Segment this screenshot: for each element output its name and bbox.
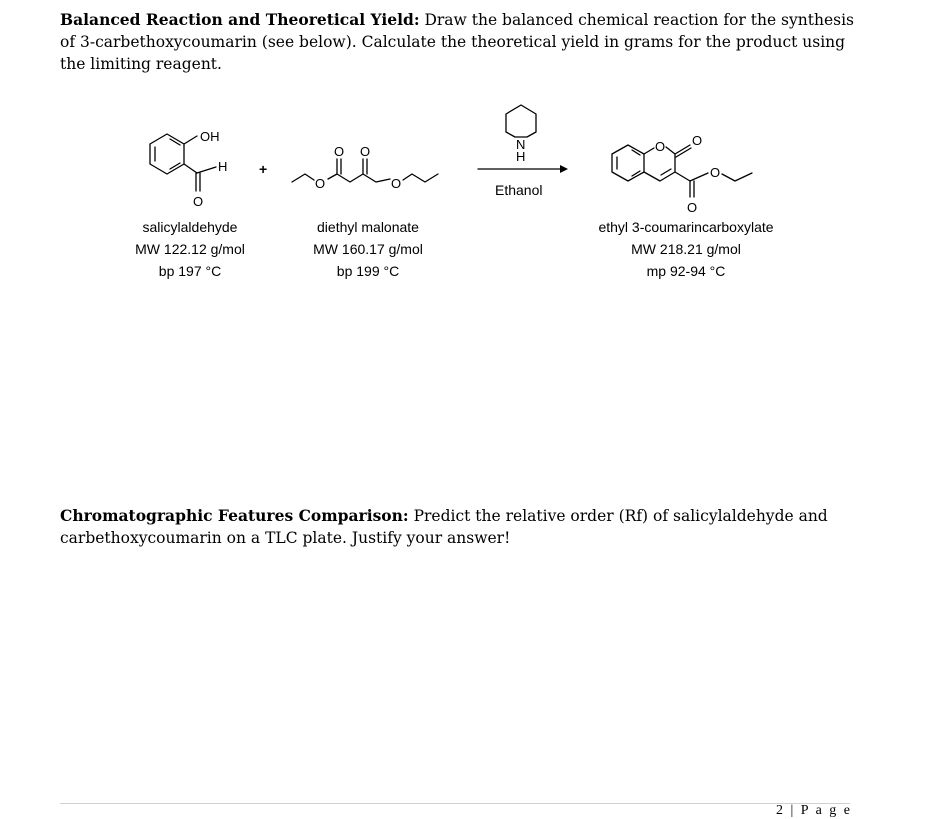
plus-sign: +	[259, 161, 268, 177]
reactant2-bp: bp 199 °C	[336, 263, 400, 279]
diethyl-malonate-structure	[292, 159, 438, 182]
product-structure	[612, 145, 752, 197]
reaction-scheme	[0, 85, 930, 300]
solvent-label: Ethanol	[495, 182, 543, 198]
product-name: ethyl 3-coumarincarboxylate	[598, 219, 774, 235]
piperidine-h-label: H	[516, 149, 526, 164]
reactant2-name: diethyl malonate	[317, 219, 419, 235]
section-chromatography	[60, 505, 870, 549]
reactant1-bp: bp 197 °C	[158, 263, 222, 279]
ester-carbonyl-o-label: O	[687, 200, 698, 215]
aldehyde-h-label: H	[218, 159, 228, 174]
section-body: Draw the balanced chemical reaction for the synthesis of 3-carbethoxycoumarin (see below). Calculate the theoretical yield in grams for the product using the limiting reagent.	[60, 11, 854, 73]
carbonyl-o-label: O	[360, 144, 371, 159]
footer-divider	[60, 803, 850, 804]
ester-o-label: O	[710, 165, 721, 180]
ester-o-label: O	[391, 176, 402, 191]
section-heading: Chromatographic Features Comparison:	[60, 506, 409, 525]
oh-label: OH	[200, 129, 220, 144]
reactant1-name: salicylaldehyde	[142, 219, 238, 235]
piperidine-n-label: N	[516, 137, 526, 152]
ester-o-label: O	[315, 176, 326, 191]
product-mp: mp 92-94 °C	[646, 263, 726, 279]
lactone-o-label: O	[692, 133, 703, 148]
page-number: 2 | P a g e	[776, 803, 852, 818]
product-mw: MW 218.21 g/mol	[631, 241, 741, 257]
piperidine-structure	[506, 105, 536, 137]
reactant2-mw: MW 160.17 g/mol	[313, 241, 423, 257]
section-heading: Balanced Reaction and Theoretical Yield:	[60, 10, 420, 29]
carbonyl-o-label: O	[334, 144, 345, 159]
section-reaction-yield	[60, 9, 870, 75]
section-body: Predict the relative order (Rf) of salicylaldehyde and carbethoxycoumarin on a TLC plate. Justify your answer!	[60, 507, 828, 547]
ring-o-label: O	[655, 139, 666, 154]
reactant1-mw: MW 122.12 g/mol	[135, 241, 245, 257]
aldehyde-o-label: O	[193, 194, 204, 209]
